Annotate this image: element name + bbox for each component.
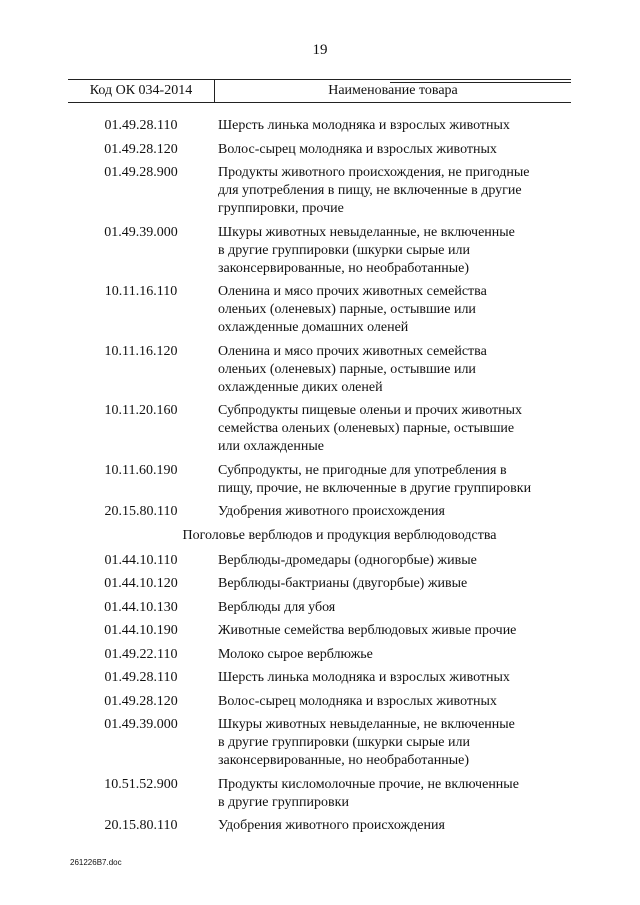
section-title: Поголовье верблюдов и продукция верблюдоводства <box>182 527 497 543</box>
table-row <box>68 117 571 135</box>
table-row <box>68 817 571 835</box>
table-row <box>68 283 571 337</box>
group-reindeer <box>68 117 571 521</box>
product-name: Волос-сырец молодняка и взрослых животных <box>218 693 497 709</box>
product-code: 10.11.60.190 <box>104 462 178 478</box>
table-row <box>68 462 571 498</box>
product-code: 01.49.28.120 <box>104 141 178 157</box>
product-name: Шкуры животных невыделанные, не включенные в другие группировки (шкурки сырые или законсервированные, но необработанные) <box>218 717 515 768</box>
product-code: 10.11.16.110 <box>104 284 178 299</box>
product-code: 20.15.80.110 <box>104 818 178 833</box>
header-rule <box>390 82 571 83</box>
product-name: Субпродукты, не пригодные для употребления в пищу, прочие, не включенные в другие группировки <box>218 462 532 496</box>
product-name: Животные семейства верблюдовых живые прочие <box>218 623 517 638</box>
group-camels <box>68 552 571 836</box>
table-body <box>68 117 571 841</box>
product-name: Верблюды-бактрианы (двугорбые) живые <box>218 576 468 591</box>
product-code: 10.51.52.900 <box>104 776 178 792</box>
table-row <box>68 716 571 770</box>
product-name: Верблюды для убоя <box>218 599 336 615</box>
table-row <box>68 693 571 711</box>
table-row <box>68 599 571 617</box>
product-code: 20.15.80.110 <box>104 504 178 519</box>
product-code: 01.49.39.000 <box>104 717 178 732</box>
product-name: Оленина и мясо прочих животных семейства оленьих (оленевых) парные, остывшие или охлажденные диких оленей <box>218 343 487 395</box>
header-code-column: Код ОК 034-2014 <box>89 83 193 98</box>
table-row <box>68 552 571 570</box>
product-code: 01.49.22.110 <box>104 646 178 662</box>
product-name: Субпродукты пищевые оленьи и прочих животных семейства оленьих (оленевых) парные, остывшие или охлажденные <box>218 403 523 454</box>
product-code: 01.49.28.110 <box>104 118 178 133</box>
product-name: Удобрения животного происхождения <box>218 818 445 833</box>
product-code: 10.11.16.120 <box>104 343 178 359</box>
footer-filename: 261226B7.doc <box>70 858 122 867</box>
product-name: Удобрения животного происхождения <box>218 504 445 519</box>
table-row <box>68 141 571 159</box>
table-row <box>68 622 571 640</box>
table-row <box>68 575 571 593</box>
product-code: 10.11.20.160 <box>104 403 178 418</box>
header-name-column: Наименование товара <box>328 83 458 98</box>
product-name: Верблюды-дромедары (одногорбые) живые <box>218 552 477 568</box>
product-code: 01.44.10.120 <box>104 576 178 591</box>
product-code: 01.44.10.110 <box>104 552 178 568</box>
product-name: Волос-сырец молодняка и взрослых животных <box>218 141 497 157</box>
table-row <box>68 402 571 456</box>
product-name: Продукты животного происхождения, не пригодные для употребления в пищу, не включенные в другие группировки, прочие <box>218 165 530 216</box>
product-code: 01.49.28.120 <box>104 693 178 709</box>
table-row <box>68 164 571 218</box>
table-row <box>68 224 571 278</box>
product-name: Шкуры животных невыделанные, не включенные в другие группировки (шкурки сырые или законсервированные, но необработанные) <box>218 224 515 276</box>
product-code: 01.44.10.190 <box>104 623 178 638</box>
product-name: Шерсть линька молодняка и взрослых животных <box>218 670 510 685</box>
table-row <box>68 503 571 521</box>
product-code: 01.49.28.900 <box>104 165 178 180</box>
product-code: 01.49.39.000 <box>104 224 178 240</box>
product-code: 01.49.28.110 <box>104 670 178 685</box>
product-name: Молоко сырое верблюжье <box>218 646 373 662</box>
table-row <box>68 646 571 664</box>
table-row <box>68 669 571 687</box>
product-code: 01.44.10.130 <box>104 599 178 615</box>
product-name: Оленина и мясо прочих животных семейства оленьих (оленевых) парные, остывшие или охлажденные домашних оленей <box>218 284 487 335</box>
table-row <box>68 776 571 812</box>
page-number: 19 <box>312 42 328 58</box>
product-name: Шерсть линька молодняка и взрослых животных <box>218 118 510 133</box>
table-row <box>68 343 571 397</box>
product-name: Продукты кисломолочные прочие, не включенные в другие группировки <box>218 776 519 810</box>
